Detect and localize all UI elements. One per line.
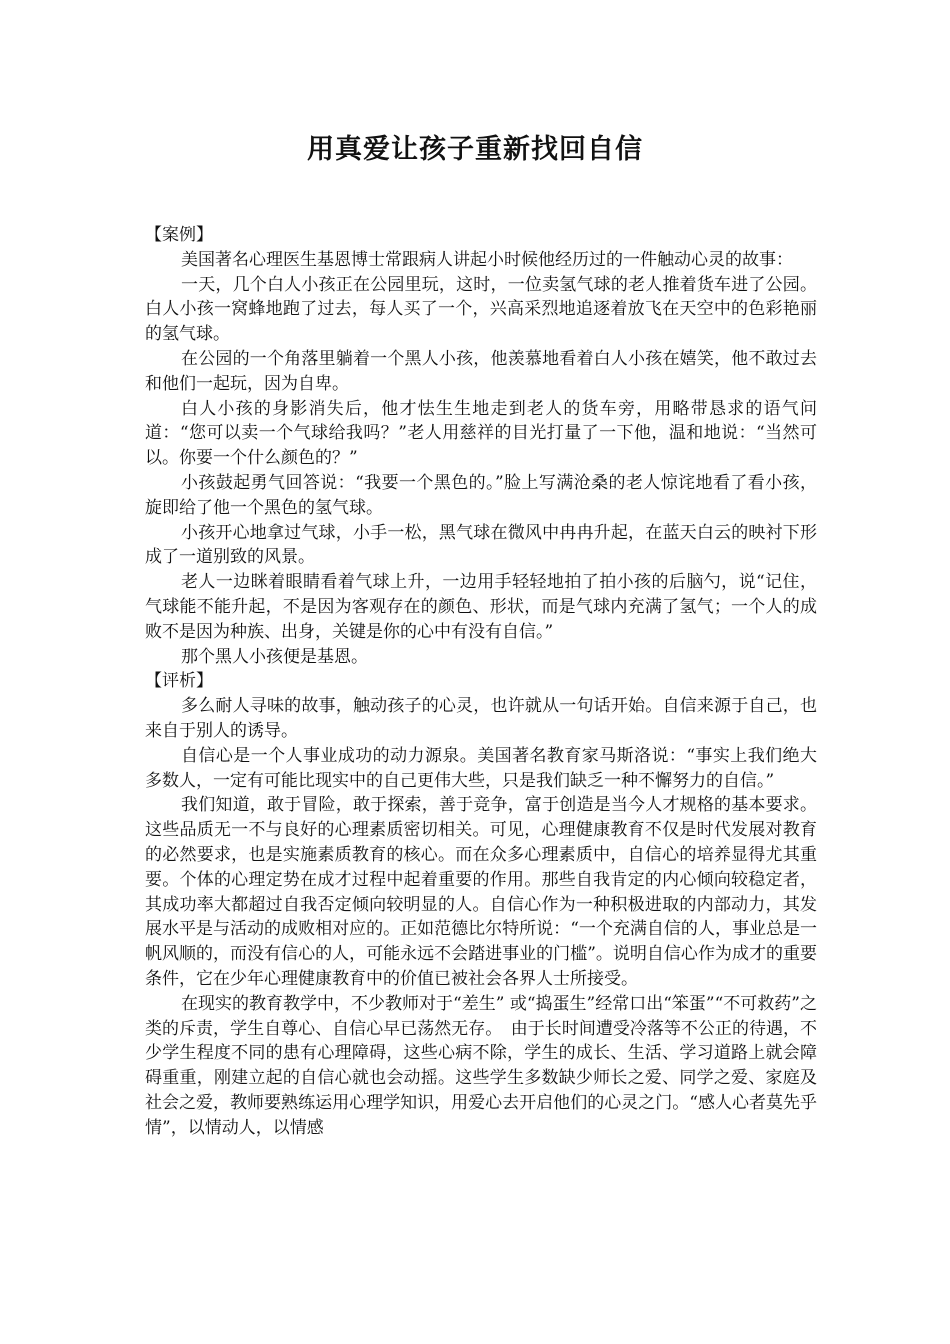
paragraph: 我们知道，敢于冒险，敢于探索，善于竞争，富于创造是当今人才规格的基本要求。这些品质无一不与良好的心理素质密切相关。可见，心理健康教育不仅是时代发展对教育的必然要求，也是实施素质教育的核心。而在众多心理素质中，自信心的培养显得尤其重要。个体的心理定势在成才过程中起着重要的作用。那些自我肯定的内心倾向较稳定者，其成功率大都超过自我否定倾向较明显的人。自信心作为一种积极进取的内部动力，其发展水平是与活动的成败相对应的。正如范德比尔特所说：“一个充满自信的人，事业总是一帆风顺的，而没有信心的人，可能永远不会踏进事业的门槛”。说明自信心作为成才的重要条件，它在少年心理健康教育中的价值已被社会各界人士所接受。 <box>145 795 817 989</box>
paragraph: 白人小孩的身影消失后，他才怯生生地走到老人的货车旁，用略带恳求的语气问道：“您可以卖一个气球给我吗？”老人用慈祥的目光打量了一下他，温和地说：“当然可以。你要一个什么颜色的？” <box>145 398 817 469</box>
paragraph: 在现实的教育教学中，不少教师对于“差生” 或“捣蛋生”经常口出“笨蛋”“不可救药”之类的斥责，学生自尊心、自信心早已荡然无存。 由于长时间遭受冷落等不公正的待遇，不少学生程度不同的患有心理障碍，这些心病不除，学生的成长、生活、学习道路上就会障碍重重，刚建立起的自信心就也会动摇。这些学生多数缺少师长之爱、同学之爱、家庭及社会之爱，教师要熟练运用心理学知识，用爱心去开启他们的心灵之门。“感人心者莫先乎情”，以情动人，以情感 <box>145 993 817 1138</box>
section-label-analysis: 【评析】 <box>145 671 213 692</box>
paragraph: 小孩开心地拿过气球，小手一松，黑气球在微风中冉冉升起，在蓝天白云的映衬下形成了一道别致的风景。 <box>145 522 817 568</box>
paragraph: 小孩鼓起勇气回答说：“我要一个黑色的。”脸上写满沧桑的老人惊诧地看了看小孩，旋即给了他一个黑色的氢气球。 <box>145 472 817 518</box>
paragraph: 那个黑人小孩便是基恩。 <box>181 646 368 667</box>
paragraph: 自信心是一个人事业成功的动力源泉。美国著名教育家马斯洛说：“事实上我们绝大多数人，一定有可能比现实中的自己更伟大些，只是我们缺乏一种不懈努力的自信。” <box>145 745 817 791</box>
paragraph: 在公园的一个角落里躺着一个黑人小孩，他羡慕地看着白人小孩在嬉笑，他不敢过去和他们一起玩，因为自卑。 <box>145 348 817 394</box>
section-analysis <box>145 669 817 1140</box>
paragraph: 老人一边眯着眼睛看着气球上升，一边用手轻轻地拍了拍小孩的后脑勺，说“记住，气球能不能升起，不是因为客观存在的颜色、形状，而是气球内充满了氢气；一个人的成败不是因为种族、出身，关键是你的心中有没有自信。” <box>145 572 817 642</box>
paragraph: 一天，几个白人小孩正在公园里玩，这时，一位卖氢气球的老人推着货车进了公园。白人小孩一窝蜂地跑了过去，每人买了一个，兴高采烈地追逐着放飞在天空中的色彩艳丽的氢气球。 <box>145 274 817 345</box>
document-body <box>145 223 817 1140</box>
paragraph: 多么耐人寻味的故事，触动孩子的心灵，也许就从一句话开始。自信来源于自己，也来自于别人的诱导。 <box>145 696 817 741</box>
paragraph: 美国著名心理医生基恩博士常跟病人讲起小时候他经历过的一件触动心灵的故事： <box>181 249 793 270</box>
document-title: 用真爱让孩子重新找回自信 <box>307 134 643 165</box>
section-label-case: 【案例】 <box>145 225 213 245</box>
section-case <box>145 223 817 669</box>
